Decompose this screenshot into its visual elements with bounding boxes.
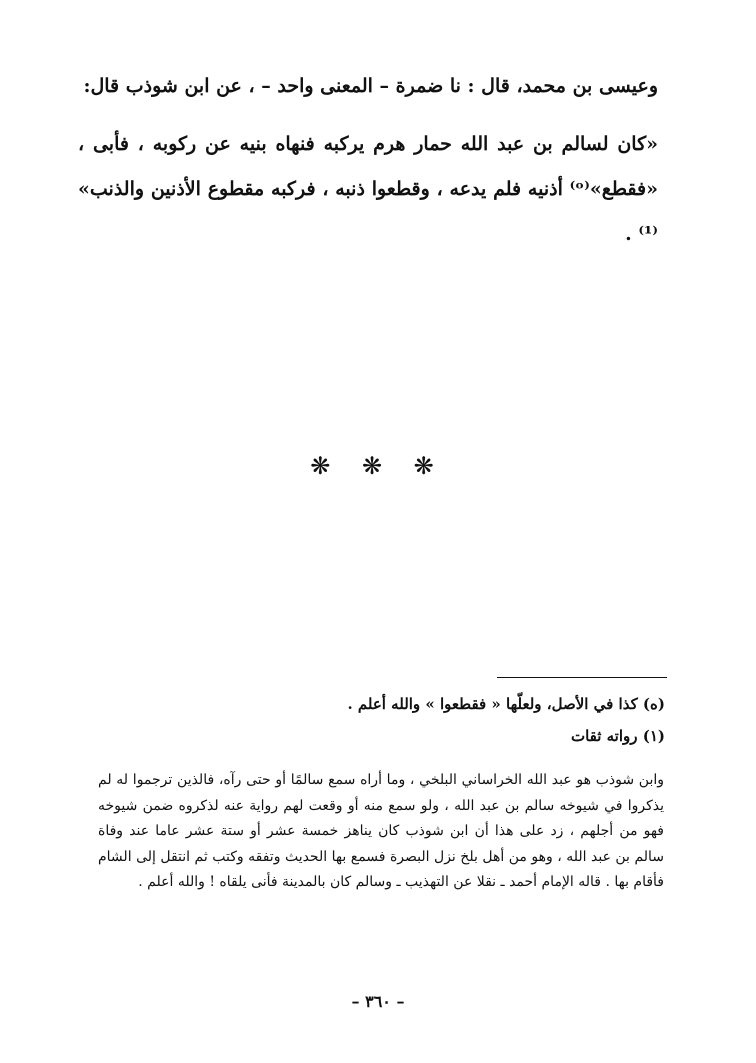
quote-line-3: والذنب» ⁽¹⁾ . bbox=[78, 178, 658, 245]
footnote-line: وسالم كان بالمدينة فأنى يلقاه ! والله أعلم . bbox=[138, 874, 392, 890]
section-divider-ornament: ❋ ❋ ❋ bbox=[310, 452, 446, 480]
main-text bbox=[78, 72, 658, 257]
footnote-1: (١) رواته ثقات bbox=[570, 727, 665, 745]
footnote-line: ترجموا له لم يذكروا في شيوخه سالم بن عبد الله ، ولو سمع منه أو وقعت لهم رواية عنه bbox=[98, 772, 664, 814]
footnote-line: وابن شوذب هو عبد الله الخراساني البلخي ، وما أراه سمع سالمًا أو حتى رآه، فالذين bbox=[177, 772, 665, 788]
footnotes bbox=[105, 688, 665, 752]
quote-paragraph bbox=[78, 122, 658, 257]
quote-line-2: «فقطع»⁽ᵒ⁾ أذنيه فلم يدعه ، وقطعوا ذنبه ، فركبه مقطوع الأذنين bbox=[150, 178, 658, 200]
footnote-line: أو ستة عشر عاما عند وفاة سالم بن عبد الله ، وهو من أهل بلخ نزل البصرة فسمع بها bbox=[98, 823, 665, 865]
footnote-o: (ه) كذا في الأصل، ولعلّها « فقطعوا » والله أعلم . bbox=[347, 695, 665, 713]
footnote-line: لذكروه ضمن شيوخه فهو من أجلهم ، زد على هذا أن ابن شوذب كان يناهز خمسة عشر bbox=[98, 797, 664, 839]
footnote-separator-rule bbox=[497, 677, 667, 678]
intro-line: وعيسى بن محمد، قال : نا ضمرة – المعنى واحد – ، عن ابن شوذب قال: bbox=[83, 75, 658, 97]
page-number: – ٣٦٠ – bbox=[351, 992, 405, 1011]
footnote-1-body bbox=[98, 768, 664, 896]
quote-line-1: «كان لسالم بن عبد الله حمار هرم يركبه فنهاه بنيه عن ركوبه ، فأبى ، bbox=[78, 133, 658, 155]
footnote-line: الحديث وتفقه وكتب ثم انتقل إلى الشام فأقام بها . قاله الإمام أحمد ـ نقلا عن التهذيب ـ bbox=[98, 848, 664, 890]
